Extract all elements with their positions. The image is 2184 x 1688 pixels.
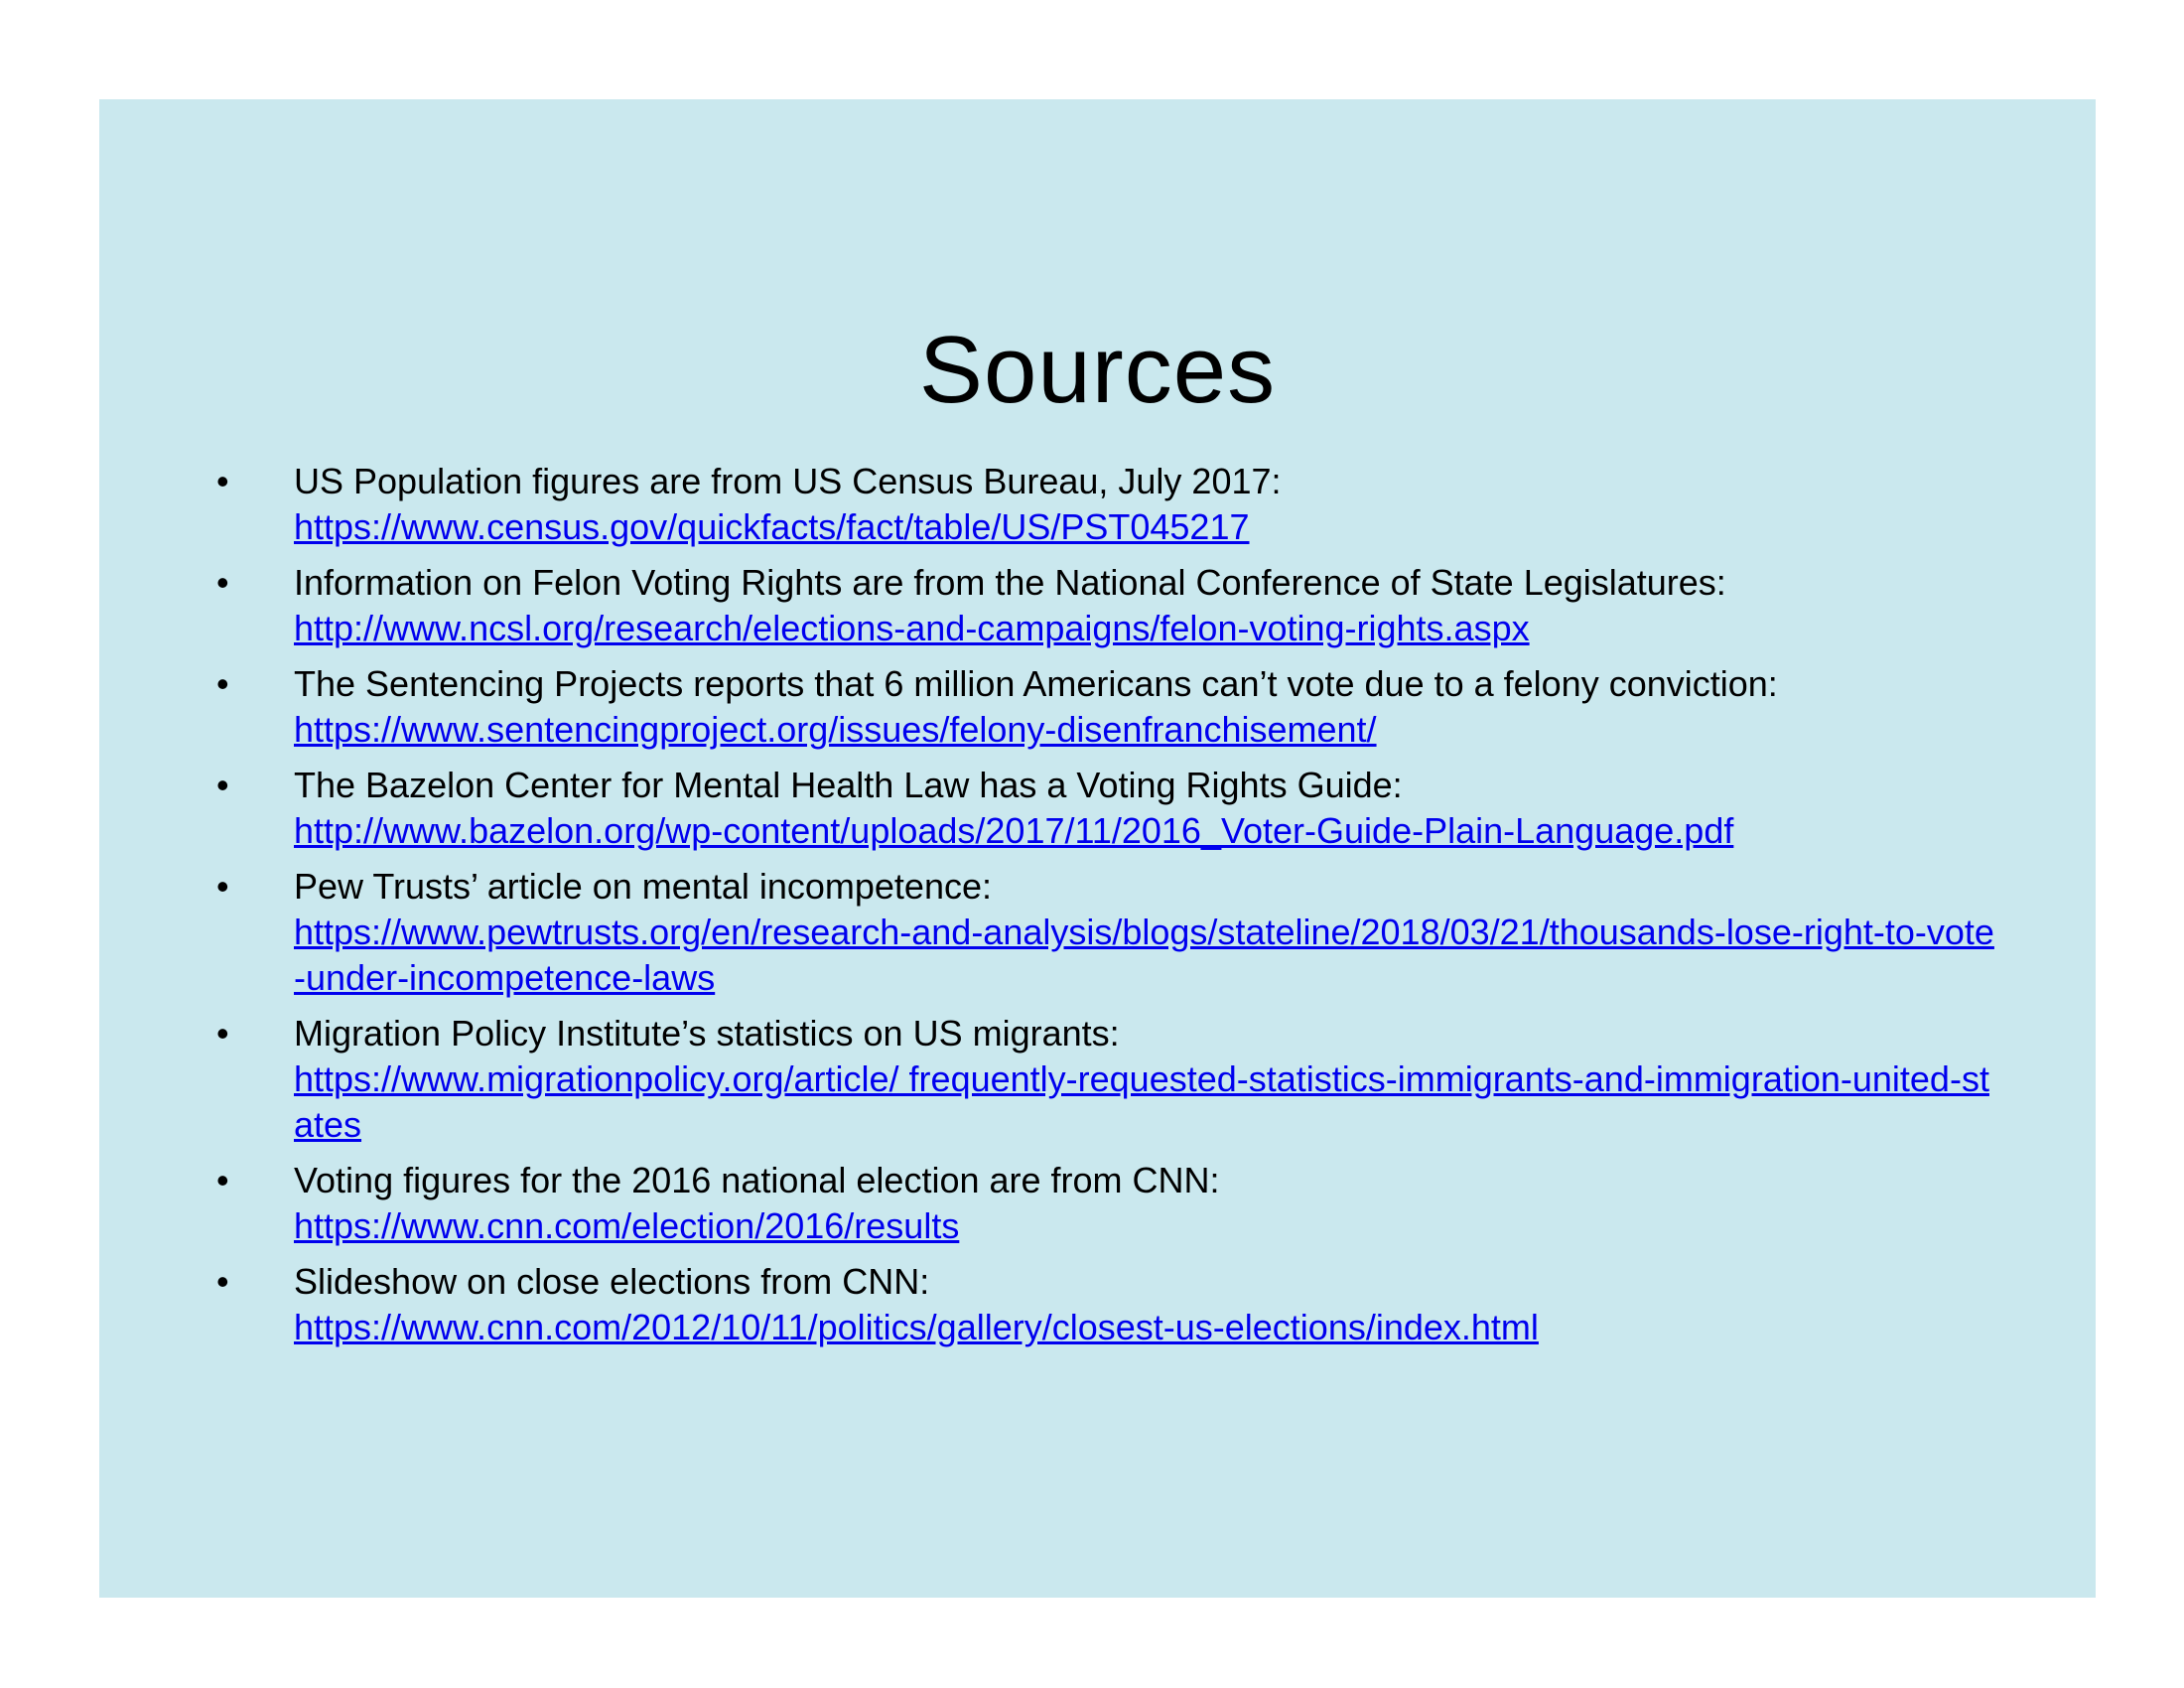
source-link[interactable]: http://www.ncsl.org/research/elections-and-campaigns/felon-voting-rights.aspx — [294, 608, 1530, 648]
source-link[interactable]: https://www.cnn.com/2012/10/11/politics/gallery/closest-us-elections/index.html — [294, 1307, 1539, 1347]
source-description: US Population figures are from US Census Bureau, July 2017: — [294, 461, 1282, 501]
list-item — [99, 864, 2096, 1001]
bullet-icon: • — [216, 562, 229, 603]
bullet-icon: • — [216, 765, 229, 805]
list-item — [99, 459, 2096, 550]
bullet-icon: • — [216, 1261, 229, 1302]
source-description: Voting figures for the 2016 national election are from CNN: — [294, 1160, 1220, 1200]
list-item — [99, 1158, 2096, 1249]
bullet-icon: • — [216, 1013, 229, 1054]
source-link[interactable]: https://www.sentencingproject.org/issues/felony-disenfranchisement/ — [294, 709, 1377, 750]
source-link[interactable]: https://www.pewtrusts.org/en/research-and-analysis/blogs/stateline/2018/03/21/thousands-lose-right-to-vote-under-incompetence-laws — [294, 912, 1994, 998]
source-description: Pew Trusts’ article on mental incompetence: — [294, 866, 992, 907]
bullet-icon: • — [216, 461, 229, 501]
source-description: Slideshow on close elections from CNN: — [294, 1261, 930, 1302]
source-description: Migration Policy Institute’s statistics on US migrants: — [294, 1013, 1120, 1054]
slide — [99, 99, 2096, 1598]
bullet-icon: • — [216, 663, 229, 704]
list-item — [99, 763, 2096, 854]
source-link[interactable]: https://www.census.gov/quickfacts/fact/table/US/PST045217 — [294, 506, 1250, 547]
list-item — [99, 560, 2096, 651]
source-description: The Bazelon Center for Mental Health Law has a Voting Rights Guide: — [294, 765, 1403, 805]
bullet-icon: • — [216, 866, 229, 907]
page-title: Sources — [918, 317, 1277, 423]
source-link[interactable]: http://www.bazelon.org/wp-content/uploads/2017/11/2016_Voter-Guide-Plain-Language.pdf — [294, 810, 1734, 851]
source-link[interactable]: https://www.migrationpolicy.org/article/ frequently-requested-statistics-immigrants-and-immigration-united-states — [294, 1058, 1989, 1145]
bullet-icon: • — [216, 1160, 229, 1200]
source-link[interactable]: https://www.cnn.com/election/2016/results — [294, 1205, 960, 1246]
list-item — [99, 661, 2096, 753]
source-description: The Sentencing Projects reports that 6 million Americans can’t vote due to a felony conviction: — [294, 663, 1778, 704]
source-list — [99, 459, 2096, 1360]
list-item — [99, 1011, 2096, 1148]
list-item — [99, 1259, 2096, 1350]
source-description: Information on Felon Voting Rights are from the National Conference of State Legislatures: — [294, 562, 1726, 603]
